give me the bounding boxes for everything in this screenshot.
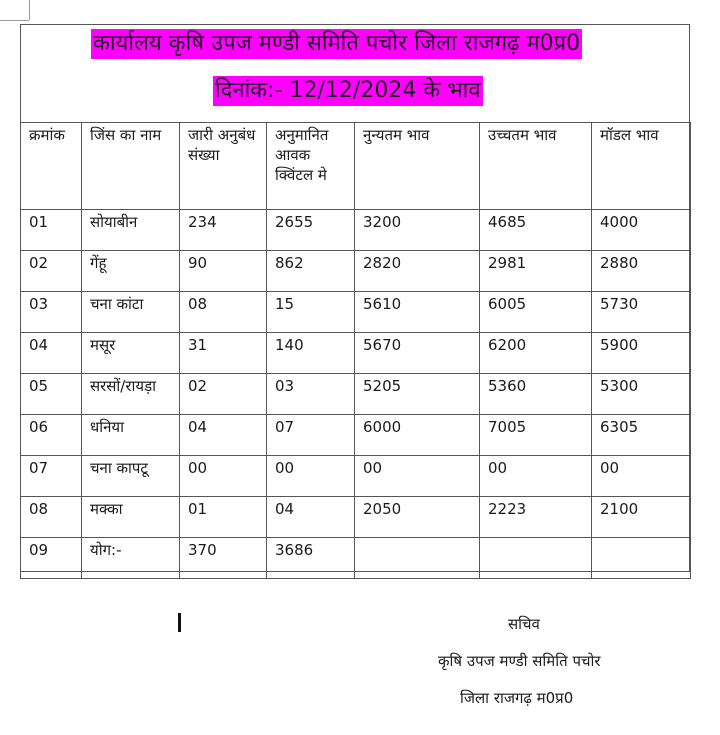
table-row [21,210,691,251]
cell-max-price: 2223 [480,497,592,538]
table-row [21,292,691,333]
mandi-price-table [20,122,691,579]
cell-contracts: 01 [180,497,267,538]
cell-min-price: 2050 [355,497,480,538]
cell-arrival: 07 [267,415,355,456]
office-title: कार्यालय कृषि उपज मण्डी समिति पचोर जिला राजगढ़ म0प्र0 [91,29,582,59]
cell-min-price: 5610 [355,292,480,333]
title-block [21,25,689,122]
table-row [21,251,691,292]
cell-modal-price: 5730 [592,292,691,333]
document-sheet [20,24,690,572]
cell-modal-price: 5900 [592,333,691,374]
cell-contracts: 31 [180,333,267,374]
cell-contracts: 234 [180,210,267,251]
cell-modal-price: 6305 [592,415,691,456]
cell-max-price: 6005 [480,292,592,333]
column-header-modal-price: मॉडल भाव [592,123,691,210]
cell-min-price: 5670 [355,333,480,374]
column-header-serial: क्रमांक [21,123,82,210]
column-header-min-price: नुन्यतम भाव [355,123,480,210]
table-row [21,374,691,415]
signatory-designation: सचिव [508,615,540,633]
cell-min-price [355,538,480,579]
cell-commodity: गेंहू [82,251,180,292]
cell-arrival: 15 [267,292,355,333]
cell-contracts: 00 [180,456,267,497]
column-header-commodity: जिंस का नाम [82,123,180,210]
cell-modal-price: 4000 [592,210,691,251]
cell-commodity: मसूर [82,333,180,374]
page-corner-mark-horizontal [0,20,29,21]
cell-modal-price: 00 [592,456,691,497]
cell-arrival: 862 [267,251,355,292]
column-header-max-price: उच्चतम भाव [480,123,592,210]
cell-commodity: धनिया [82,415,180,456]
text-cursor[interactable] [178,613,181,632]
cell-serial: 07 [21,456,82,497]
cell-serial: 08 [21,497,82,538]
cell-contracts: 04 [180,415,267,456]
table-row [21,415,691,456]
cell-min-price: 3200 [355,210,480,251]
cell-modal-price [592,538,691,579]
cell-serial: 03 [21,292,82,333]
cell-contracts: 08 [180,292,267,333]
cell-contracts: 90 [180,251,267,292]
cell-max-price: 4685 [480,210,592,251]
cell-serial: 04 [21,333,82,374]
cell-arrival: 140 [267,333,355,374]
table-header-row [21,123,691,210]
cell-max-price: 00 [480,456,592,497]
cell-commodity: सरसों/रायड़ा [82,374,180,415]
cell-commodity: मक्का [82,497,180,538]
cell-serial: 05 [21,374,82,415]
signatory-district: जिला राजगढ़ म0प्र0 [460,689,574,707]
cell-modal-price: 2880 [592,251,691,292]
cell-min-price: 5205 [355,374,480,415]
cell-contracts: 02 [180,374,267,415]
cell-contracts: 370 [180,538,267,579]
cell-arrival: 2655 [267,210,355,251]
table-row [21,456,691,497]
cell-max-price [480,538,592,579]
cell-modal-price: 2100 [592,497,691,538]
cell-commodity: चना कापटू [82,456,180,497]
table-row [21,497,691,538]
column-header-arrival-quintal: अनुमानित आवक क्विंटल मे [267,123,355,210]
cell-max-price: 2981 [480,251,592,292]
cell-min-price: 2820 [355,251,480,292]
cell-commodity: चना कांटा [82,292,180,333]
cell-serial: 09 [21,538,82,579]
cell-modal-price: 5300 [592,374,691,415]
cell-commodity: योग:- [82,538,180,579]
cell-arrival: 00 [267,456,355,497]
cell-max-price: 5360 [480,374,592,415]
cell-commodity: सोयाबीन [82,210,180,251]
cell-serial: 01 [21,210,82,251]
cell-arrival: 04 [267,497,355,538]
cell-max-price: 6200 [480,333,592,374]
cell-max-price: 7005 [480,415,592,456]
column-header-contracts: जारी अनुबंध संख्या [180,123,267,210]
table-row [21,333,691,374]
price-date-heading: दिनांक:- 12/12/2024 के भाव [213,76,483,106]
signatory-office: कृषि उपज मण्डी समिति पचोर [438,652,601,670]
cell-serial: 06 [21,415,82,456]
cell-serial: 02 [21,251,82,292]
cell-min-price: 00 [355,456,480,497]
cell-arrival: 3686 [267,538,355,579]
table-row-total [21,538,691,579]
page-corner-mark-vertical [29,0,30,20]
cell-arrival: 03 [267,374,355,415]
cell-min-price: 6000 [355,415,480,456]
